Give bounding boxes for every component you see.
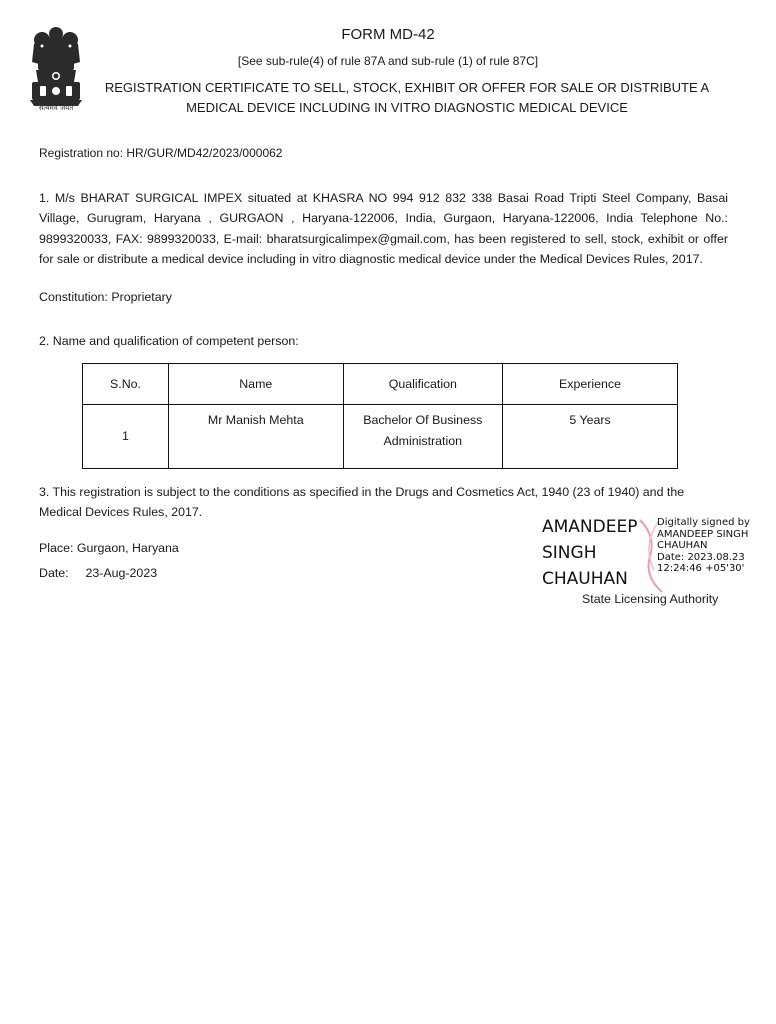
place: Place: Gurgaon, Haryana xyxy=(39,541,179,555)
column-header-experience: Experience xyxy=(503,364,678,405)
date xyxy=(39,566,157,580)
signer-name-line3: CHAUHAN xyxy=(542,569,628,589)
certificate-title xyxy=(92,78,722,118)
column-header-name: Name xyxy=(169,364,344,405)
signer-name-line2: SINGH xyxy=(542,543,597,563)
competent-person-heading: 2. Name and qualification of competent person: xyxy=(39,334,299,348)
licensing-authority: State Licensing Authority xyxy=(582,592,719,606)
cell-experience: 5 Years xyxy=(503,405,678,469)
constitution: Constitution: Proprietary xyxy=(39,290,172,304)
column-header-qualification: Qualification xyxy=(343,364,503,405)
registration-paragraph: 1. M/s BHARAT SURGICAL IMPEX situated at KHASRA NO 994 912 832 338 Basai Road Tripti Steel Company, Basai Village, Gurugram, Haryana , GURGAON , Haryana-122006, India, Gurgaon, Haryana-122006, India Telephone No.: 9899320033, FAX: 9899320033, E-mail: bharatsurgicalimpex@gmail.com, has been registered to sell, stock, exhibit or offer for sale or distribute a medical device including in vitro diagnostic medical device under the Medical Devices Rules, 2017. xyxy=(39,191,728,266)
digital-sign-line3: CHAUHAN xyxy=(657,540,708,551)
cell-name: Mr Manish Mehta xyxy=(169,405,344,469)
emblem-motto: सत्यमेव जयते xyxy=(38,104,74,112)
date-value: 23-Aug-2023 xyxy=(85,566,158,580)
table-header-row xyxy=(83,364,678,405)
digital-sign-line1: Digitally signed by xyxy=(657,517,750,528)
certificate-title-line2: MEDICAL DEVICE INCLUDING IN VITRO DIAGNOSTIC MEDICAL DEVICE xyxy=(186,100,628,115)
cell-sno: 1 xyxy=(83,405,169,469)
sub-rule-reference: [See sub-rule(4) of rule 87A and sub-rule (1) of rule 87C] xyxy=(237,54,539,68)
registration-number: Registration no: HR/GUR/MD42/2023/000062 xyxy=(39,146,283,160)
competent-person-table xyxy=(82,363,678,469)
table-row xyxy=(83,405,678,469)
certificate-title-line1: REGISTRATION CERTIFICATE TO SELL, STOCK, EXHIBIT OR OFFER FOR SALE OR DISTRIBUTE A xyxy=(104,80,710,95)
column-header-sno: S.No. xyxy=(83,364,169,405)
conditions-paragraph: 3. This registration is subject to the conditions as specified in the Drugs and Cosmetics Act, 1940 (23 of 1940) and the Medical Devices Rules, 2017. xyxy=(39,485,685,520)
signer-name xyxy=(542,514,637,592)
date-label: Date: xyxy=(39,566,69,580)
form-title: FORM MD-42 xyxy=(341,26,435,43)
qualification-line1: Bachelor Of Business xyxy=(363,413,483,427)
digital-sign-date: Date: 2023.08.23 xyxy=(657,551,745,563)
qualification-line2: Administration xyxy=(383,434,463,448)
cell-qualification xyxy=(343,405,503,469)
signer-name-line1: AMANDEEP xyxy=(542,517,638,537)
digital-signature-details xyxy=(657,517,750,575)
digital-sign-time: 12:24:46 +05'30' xyxy=(657,563,745,574)
digital-sign-line2: AMANDEEP SINGH xyxy=(657,528,749,540)
